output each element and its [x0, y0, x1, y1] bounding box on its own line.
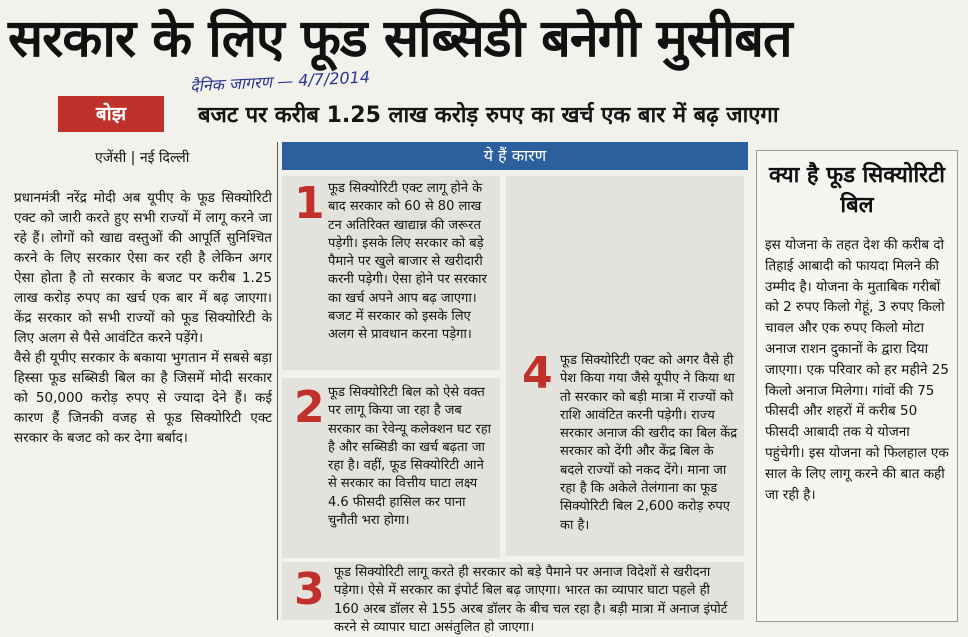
column-divider [277, 142, 278, 620]
reason-text: फूड सिक्योरिटी बिल को ऐसे वक्त पर लागू किया जा रहा है जब सरकार का रेवेन्यू कलेक्शन घट रहा है और सब्सिडी का खर्च बढ़ता जा रहा है। वहीं, फूड सिक्योरिटी आने से सरकार का वित्तीय घाटा लक्ष्य 4.6 फीसदी हासिल कर पाना चुनौती भरा होगा। [328, 385, 491, 529]
sidebar-body: इस योजना के तहत देश की करीब दो तिहाई आबादी को फायदा मिलने की उम्मीद है। योजना के मुताबिक गरीबों को 2 रुपए किलो गेहूं, 3 रुपए किलो चावल और एक रुपए किलो मोटा अनाज राशन दुकानों के द्वारा दिया जाएगा। एक परिवार को हर महीने 25 किलो अनाज मिलेगा। गांवों की 75 फीसदी और शहरों में करीब 50 फीसदी आबादी तक ये योजना पहुंचेगी। इस योजना को फिलहाल एक साल के लिए लागू करने की बात कही जा रही है। [765, 237, 949, 503]
main-paragraph-2: वैसे ही यूपीए सरकार के बकाया भुगतान में सबसे बड़ा हिस्सा फूड सब्सिडी बिल का है जिसमें मोदी सरकार को 50,000 करोड़ रुपए से ज्यादा देने हैं। कई कारण हैं जिनकी वजह से फूड सिक्योरिटी एक्ट सरकार के बजट को कर देगा बर्बाद। [14, 350, 272, 446]
kicker-label: बोझ [58, 96, 164, 132]
dateline: एजेंसी | नई दिल्ली [95, 150, 190, 166]
reason-text: फूड सिक्योरिटी एक्ट को अगर वैसे ही पेश किया गया जैसे यूपीए ने किया था तो सरकार को बड़ी मात्रा में राज्यों को राशि आवंटित करनी पड़ेगी। राज्य सरकार अनाज की खरीद का बिल केंद्र सरकार को देंगी और केंद्र बिल के बदले राज्यों को नकद देंगे। माना जा रहा है कि अकेले तेलंगाना का फूड सिक्योरिटी बिल 2,600 करोड़ रुपए का है। [560, 353, 738, 533]
reason-number: 2 [294, 382, 325, 433]
reason-text: फूड सिक्योरिटी लागू करते ही सरकार को बड़े पैमाने पर अनाज विदेशों से खरीदना पड़ेगा। ऐसे में सरकार का इंपोर्ट बिल बढ़ जाएगा। भारत का व्यापार घाटा पहले ही 160 अरब डॉलर से 155 अरब डॉलर के बीच चल रहा है। बड़ी मात्रा में अनाज इंपोर्ट करने से व्यापार घाटा असंतुलित हो जाएगा। [334, 565, 728, 635]
reason-number: 3 [294, 564, 325, 615]
sidebar-title: क्या है फूड सिक्योरिटी बिल [769, 163, 945, 218]
reason-block-3 [282, 562, 744, 635]
sidebar-box [756, 150, 958, 622]
handwritten-date-note: दैनिक जागरण — 4/7/2014 [189, 67, 371, 96]
main-paragraph-1: प्रधानमंत्री नरेंद्र मोदी अब यूपीए के फूड सिक्योरिटी एक्ट को जारी करते हुए सभी राज्यों में लागू करने जा रहे हैं। लोगों को खाद्य वस्तुओं की आपूर्ति सुनिश्चित करने के लिए सरकार ऐसा कर रही है लेकिन अगर ऐसा होता है तो सरकार के बजट पर करीब 1.25 लाख करोड़ रुपए का खर्च एक बार में बढ़ जाएगा। केंद्र सरकार को सभी राज्यों को फूड सिक्योरिटी के लिए अलग से पैसे आवंटित करने पड़ेंगे। [14, 190, 272, 346]
reason-block-2 [282, 378, 500, 558]
subheadline: बजट पर करीब 1.25 लाख करोड़ रुपए का खर्च एक बार में बढ़ जाएगा [198, 103, 779, 128]
reason-block-1 [282, 176, 500, 370]
reason-number: 4 [522, 348, 553, 399]
headline: सरकार के लिए फूड सब्सिडी बनेगी मुसीबत [8, 9, 792, 69]
reason-block-4 [506, 176, 744, 556]
reason-number: 1 [294, 178, 325, 229]
reasons-heading: ये हैं कारण [282, 142, 748, 170]
main-story [14, 188, 272, 448]
reason-text: फूड सिक्योरिटी एक्ट लागू होने के बाद सरकार को 60 से 80 लाख टन अतिरिक्त खाद्यान्न की जरूरत पड़ेगी। इसके लिए सरकार को बड़े पैमाने पर खुले बाजार से खरीदारी करनी पड़ेगी। ऐसा होने पर सरकार का खर्च अपने आप बढ़ जाएगा। बजट में सरकार को इसके लिए अलग से प्रावधान करना पड़ेगा। [328, 181, 487, 343]
